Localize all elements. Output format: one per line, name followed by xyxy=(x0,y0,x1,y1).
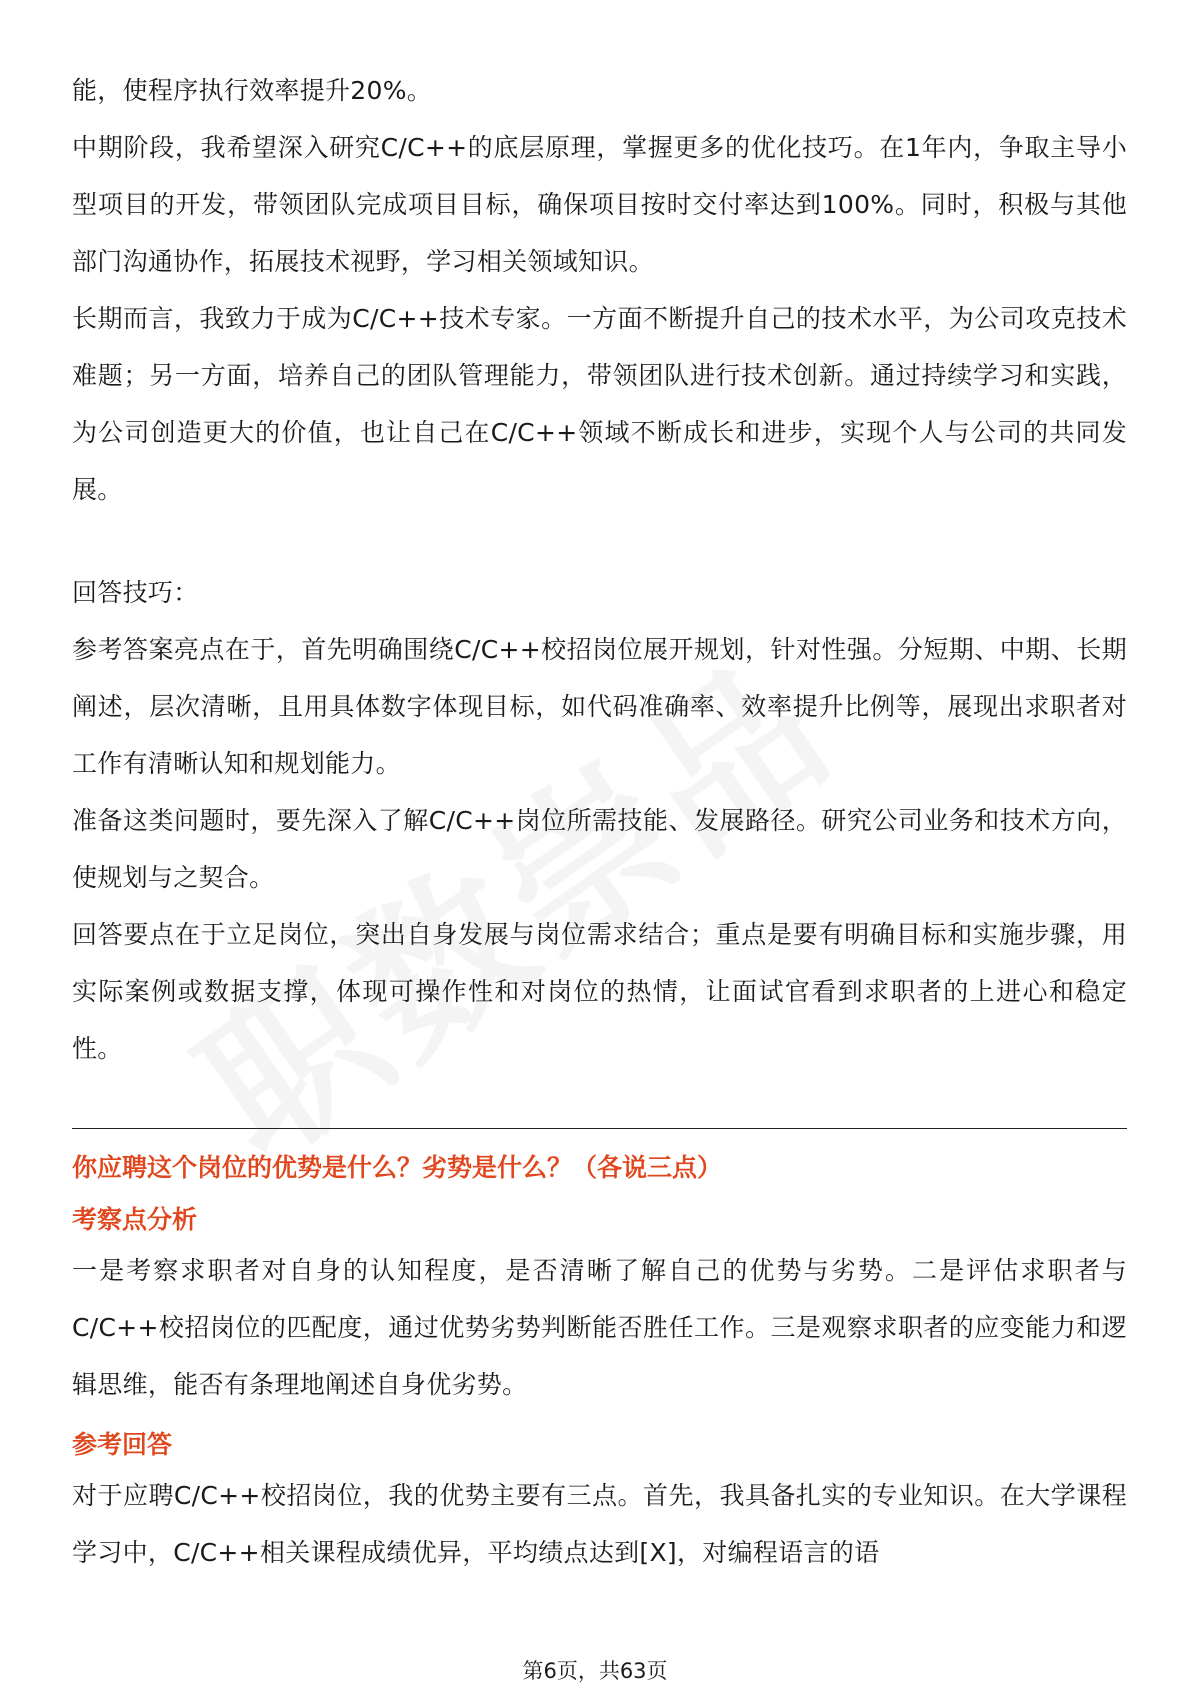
answer-heading: 参考回答 xyxy=(72,1430,173,1459)
answer-text: 对于应聘C/C++校招岗位，我的优势主要有三点。首先，我具备扎实的专业知识。在大学课程学习中，C/C++相关课程成绩优异，平均绩点达到[X]，对编程语言的语 xyxy=(72,1481,1127,1567)
analysis-heading: 考察点分析 xyxy=(72,1205,198,1234)
paragraph-mid-term: 中期阶段，我希望深入研究C/C++的底层原理，掌握更多的优化技巧。在1年内，争取主导小型项目的开发，带领团队完成项目目标，确保项目按时交付率达到100%。同时，积极与其他部门沟通协作，拓展技术视野，学习相关领域知识。 xyxy=(72,133,1127,276)
tips-paragraph-key-points: 回答要点在于立足岗位，突出自身发展与岗位需求结合；重点是要有明确目标和实施步骤，用实际案例或数据支撑，体现可操作性和对岗位的热情，让面试官看到求职者的上进心和稳定性。 xyxy=(72,920,1127,1063)
tips-paragraph-preparation: 准备这类问题时，要先深入了解C/C++岗位所需技能、发展路径。研究公司业务和技术方向，使规划与之契合。 xyxy=(72,806,1127,892)
section-divider xyxy=(72,1128,1127,1129)
question-title: 你应聘这个岗位的优势是什么？劣势是什么？（各说三点） xyxy=(72,1153,723,1182)
analysis-text: 一是考察求职者对自身的认知程度，是否清晰了解自己的优势与劣势。二是评估求职者与C/C++校招岗位的匹配度，通过优势劣势判断能否胜任工作。三是观察求职者的应变能力和逻辑思维，能否有条理地阐述自身优劣势。 xyxy=(72,1256,1127,1399)
tips-label: 回答技巧： xyxy=(72,578,199,607)
tips-paragraph-highlights: 参考答案亮点在于，首先明确围绕C/C++校招岗位展开规划，针对性强。分短期、中期、长期阐述，层次清晰，且用具体数字体现目标，如代码准确率、效率提升比例等，展现出求职者对工作有清晰认知和规划能力。 xyxy=(72,635,1127,778)
question-section xyxy=(72,1146,1127,1581)
paragraph-efficiency: 能，使程序执行效率提升20%。 xyxy=(72,76,433,105)
spacer xyxy=(72,518,1127,564)
top-content xyxy=(72,62,1127,1077)
page-number: 第6页，共63页 xyxy=(522,1659,668,1683)
paragraph-long-term: 长期而言，我致力于成为C/C++技术专家。一方面不断提升自己的技术水平，为公司攻克技术难题；另一方面，培养自己的团队管理能力，带领团队进行技术创新。通过持续学习和实践，为公司创造更大的价值，也让自己在C/C++领域不断成长和进步，实现个人与公司的共同发展。 xyxy=(72,304,1127,504)
